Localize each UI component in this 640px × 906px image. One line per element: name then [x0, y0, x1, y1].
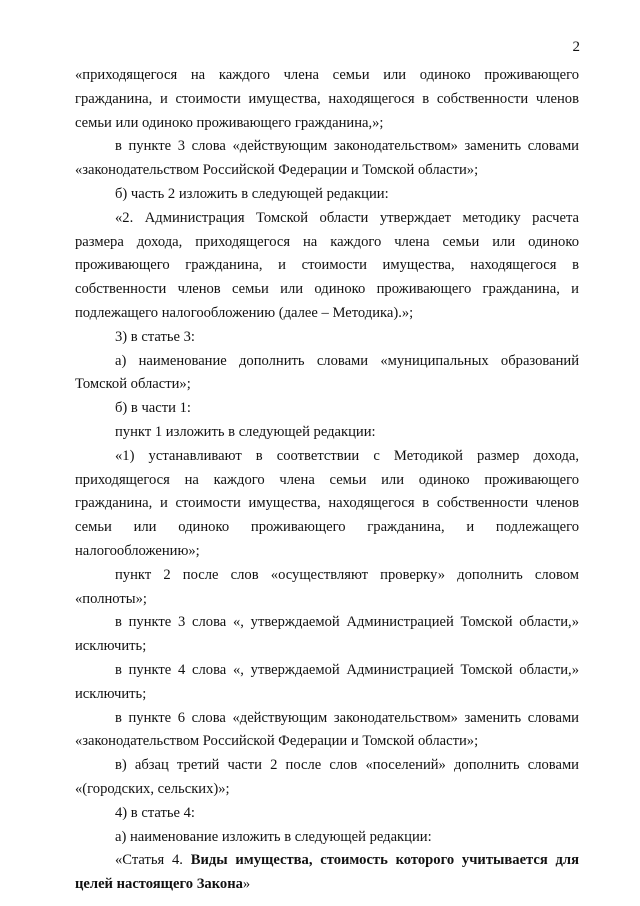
paragraph: в пункте 3 слова «действующим законодательством» заменить словами «законодательством Российской Федерации и Томской области»; [75, 138, 579, 179]
paragraph: 3) в статье 3: [115, 328, 195, 345]
document-body [75, 64, 579, 897]
paragraph: «приходящегося на каждого члена семьи или одиноко проживающего гражданина, и стоимости имущества, находящегося в собственности членов семьи или одиноко проживающего гражданина,»; [75, 67, 579, 131]
paragraph: в пункте 6 слова «действующим законодательством» заменить словами «законодательством Российской Федерации и Томской области»; [75, 709, 579, 750]
paragraph: пункт 1 изложить в следующей редакции: [115, 423, 376, 440]
paragraph: в) абзац третий части 2 после слов «поселений» дополнить словами «(городских, сельских)»; [75, 757, 579, 797]
article-heading-suffix: » [242, 876, 251, 893]
paragraph: в пункте 4 слова «, утверждаемой Администрацией Томской области,» исключить; [75, 661, 579, 702]
paragraph: а) наименование изложить в следующей редакции: [115, 828, 432, 845]
article-heading-title: Виды имущества, стоимость которого учитывается для целей настоящего Закона [75, 852, 580, 893]
paragraph: «1) устанавливают в соответствии с Методикой размер дохода, приходящегося на каждого члена семьи или одиноко проживающего гражданина, и стоимости имущества, находящегося в собственности членов семьи или одиноко проживающего гражданина, и подлежащего налогообложению»; [75, 447, 579, 559]
paragraph: 4) в статье 4: [115, 804, 195, 821]
paragraph: а) наименование дополнить словами «муниципальных образований Томской области»; [75, 352, 579, 393]
article-heading [75, 849, 579, 897]
page-number: 2 [572, 39, 580, 55]
paragraph: пункт 2 после слов «осуществляют проверку» дополнить словом «полноты»; [75, 566, 579, 607]
paragraph: б) в части 1: [115, 400, 191, 417]
paragraph: «2. Администрация Томской области утверждает методику расчета размера дохода, приходящегося на каждого члена семьи или одиноко проживающего гражданина, и стоимости имущества, находящегося в собственности членов семьи или одиноко проживающего гражданина, и подлежащего налогообложению (далее – Методика).»; [75, 209, 579, 321]
article-heading-prefix: «Статья 4. [115, 852, 191, 869]
paragraph: в пункте 3 слова «, утверждаемой Администрацией Томской области,» исключить; [75, 614, 579, 655]
paragraph: б) часть 2 изложить в следующей редакции: [115, 185, 389, 202]
